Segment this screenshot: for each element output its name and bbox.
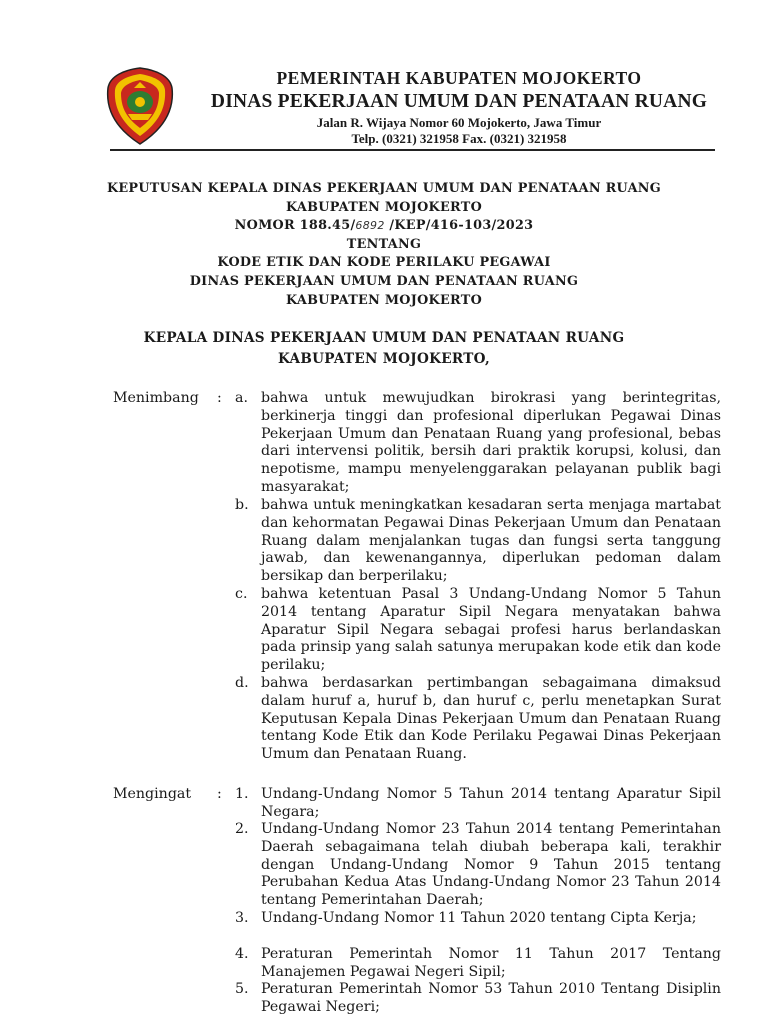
item-text: Peraturan Pemerintah Nomor 53 Tahun 2010 Tentang Disiplin Pegawai Negeri; <box>261 981 721 1015</box>
decree-title <box>100 180 668 310</box>
item-text: bahwa ketentuan Pasal 3 Undang-Undang Nomor 5 Tahun 2014 tentang Aparatur Sipil Negara menyatakan bahwa Aparatur Sipil Negara sebagai profesi harus berlandaskan pada prinsip yang salah satunya merupakan kode etik dan kode perilaku; <box>261 586 721 674</box>
item-text: bahwa berdasarkan pertimbangan sebagaimana dimaksud dalam huruf a, huruf b, dan huruf c, perlu menetapkan Surat Keputusan Kepala Dinas Pekerjaan Umum dan Penataan Ruang tentang Kode Etik dan Kode Perilaku Pegawai Dinas Pekerjaan Umum dan Penataan Ruang. <box>261 675 721 763</box>
item-marker: 3. <box>235 910 249 926</box>
menimbang-label: Menimbang <box>113 390 199 406</box>
letterhead <box>190 66 728 147</box>
item-marker: 5. <box>235 981 249 997</box>
item-marker: b. <box>235 497 249 513</box>
item-text: bahwa untuk mewujudkan birokrasi yang berintegritas, berkinerja tinggi dan profesional diperlukan Pegawai Dinas Pekerjaan Umum dan Penataan Ruang yang profesional, bebas dari intervensi politik, bersih dari praktik korupsi, kolusi, dan nepotisme, mampu menyelenggarakan pelayanan publik bagi masyarakat; <box>261 390 721 495</box>
item-marker: 2. <box>235 821 249 837</box>
decree-subject-line1: KODE ETIK DAN KODE PERILAKU PEGAWAI <box>217 255 551 271</box>
item-text: bahwa untuk meningkatkan kesadaran serta menjaga martabat dan kehormatan Pegawai Dinas Pekerjaan Umum dan Penataan Ruang dalam menjalankan tugas dan fungsi serta tanggung jawab, dan kewenangannya, diperlukan pedoman dalam bersikap dan berperilaku; <box>261 497 721 585</box>
item-marker: d. <box>235 675 249 691</box>
government-name: PEMERINTAH KABUPATEN MOJOKERTO <box>276 68 642 88</box>
decree-tentang: TENTANG <box>346 236 422 252</box>
item-text: Peraturan Pemerintah Nomor 11 Tahun 2017 Tentang Manajemen Pegawai Negeri Sipil; <box>261 946 721 980</box>
decree-number <box>100 217 668 236</box>
mengingat-colon: : <box>217 786 222 802</box>
agency-name: DINAS PEKERJAAN UMUM DAN PENATAAN RUANG <box>210 91 708 112</box>
issuer-heading <box>100 328 668 370</box>
issuer-line1: KEPALA DINAS PEKERJAAN UMUM DAN PENATAAN RUANG <box>143 330 625 346</box>
item-marker: 1. <box>235 786 249 802</box>
decree-subject-line2: DINAS PEKERJAAN UMUM DAN PENATAAN RUANG <box>189 273 579 289</box>
agency-address: Jalan R. Wijaya Nomor 60 Mojokerto, Jawa Timur <box>316 115 602 130</box>
item-text: Undang-Undang Nomor 5 Tahun 2014 tentang Aparatur Sipil Negara; <box>261 786 721 820</box>
letterhead-divider <box>110 149 715 151</box>
item-marker: 4. <box>235 946 249 962</box>
issuer-line2: KABUPATEN MOJOKERTO, <box>277 351 491 367</box>
decree-number-handwritten: 6892 <box>355 219 385 233</box>
menimbang-colon: : <box>217 390 222 406</box>
item-marker: a. <box>235 390 248 406</box>
item-text: Undang-Undang Nomor 23 Tahun 2014 tentang Pemerintahan Daerah sebagaimana telah diubah beberapa kali, terakhir dengan Undang-Undang Nomor 9 Tahun 2015 tentang Perubahan Kedua Atas Undang-Undang Nomor 23 Tahun 2014 tentang Pemerintahan Daerah; <box>261 821 721 909</box>
regency-emblem-logo <box>104 66 176 146</box>
decree-number-prefix: NOMOR 188.45/ <box>234 218 356 234</box>
decree-title-line2: KABUPATEN MOJOKERTO <box>285 199 483 215</box>
agency-phone: Telp. (0321) 321958 Fax. (0321) 321958 <box>351 131 567 146</box>
decree-number-suffix: /KEP/416-103/2023 <box>384 218 534 234</box>
item-text: Undang-Undang Nomor 11 Tahun 2020 tentang Cipta Kerja; <box>261 910 697 926</box>
item-marker: c. <box>235 586 248 602</box>
decree-title-line1: KEPUTUSAN KEPALA DINAS PEKERJAAN UMUM DAN PENATAAN RUANG <box>106 181 662 196</box>
mengingat-label: Mengingat <box>113 786 192 802</box>
decree-subject-line3: KABUPATEN MOJOKERTO <box>285 292 483 308</box>
